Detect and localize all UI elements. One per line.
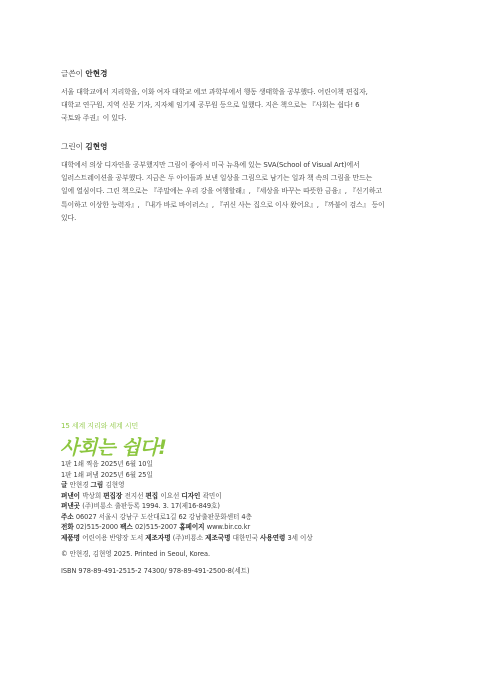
illustrator-bio-line: 일러스트레이션을 공부했다. 지금은 두 아이들과 보낸 일상을 그림으로 남기는 일과 책 속의 그림을 만드는 [61, 174, 373, 183]
product-line [61, 533, 461, 544]
series-logo-text: 사회는 쉽다 [60, 436, 158, 459]
author-heading [61, 68, 443, 80]
author-bio-line: 대학교 연구원, 지역 신문 기자, 지자체 임기제 공무원 등으로 일했다. 지은 책으로는 『사회는 쉽다! 6 [61, 101, 360, 110]
age-label: 사용연령 [260, 533, 288, 542]
illustrator-bio-line: 일에 열심이다. 그린 책으로는 『주말에는 우리 강을 여행할래』, 『세상을 바꾸는 따뜻한 금융』, 『신기하고 [61, 187, 383, 196]
homepage-value: www.bir.co.kr [206, 523, 251, 531]
credits-label: 그림 [90, 481, 106, 489]
author-name: 안현경 [85, 69, 108, 78]
credits-line [61, 480, 461, 491]
country-value: 대한민국 [232, 533, 260, 542]
publisher-label: 펴낸곳 [61, 502, 83, 510]
phone-value: 02)515-2000 [75, 523, 121, 531]
series-logo-mark: ! [157, 436, 167, 459]
illustrator-bio [61, 141, 443, 225]
illustrator-name: 김현영 [85, 142, 108, 151]
illustrator-bio-line: 특이하고 이상한 능력자』, 『내가 바로 바이러스』, 『귀신 사는 집으로 이사 왔어요』, 『까불이 검스』 등이 [61, 200, 385, 209]
publisher-line [61, 501, 461, 512]
staff-value: 박상희 [82, 491, 104, 500]
author-heading-label: 글쓴이 [61, 69, 86, 78]
maker-label: 제조자명 [145, 533, 173, 542]
product-value: 어린이용 반양장 도서 [82, 533, 146, 542]
illustrator-bio-line: 대학에서 의상 디자인을 공부했지만 그림이 좋아서 미국 뉴욕에 있는 SVA(School of Visual Art)에서 [61, 161, 360, 169]
author-bio-text [61, 86, 443, 126]
print-date-2: 1판 1쇄 펴냄 2025년 6월 25일 [61, 470, 153, 479]
print-date-1: 1판 1쇄 찍음 2025년 6월 10일 [61, 460, 153, 468]
phone-label: 전화 [61, 523, 76, 531]
illustrator-heading-label: 그린이 [61, 142, 86, 151]
maker-value: (주)비룡소 [172, 533, 206, 542]
staff-value: 전지선 [124, 491, 146, 500]
publisher-value: (주)비룡소 출판등록 1994. 3. 17(제16-849호) [82, 502, 220, 510]
colophon-block [61, 459, 461, 576]
age-value: 3세 이상 [287, 533, 313, 542]
author-bio-line: 국토와 주권』이 있다. [61, 114, 127, 123]
address-label: 주소 [61, 512, 76, 521]
address-line [61, 512, 461, 523]
staff-line [61, 491, 461, 502]
series-label: 15 세계 지리와 세계 시민 [61, 422, 139, 430]
series-logo [60, 432, 166, 460]
staff-label: 편집 [145, 491, 161, 500]
staff-value: 이요선 [160, 491, 182, 500]
author-bio [61, 68, 443, 126]
staff-label: 펴낸이 [61, 491, 83, 500]
fax-value: 02)515-2007 [135, 523, 180, 531]
illustrator-heading [61, 141, 443, 153]
credits-illustrator: 김현영 [105, 481, 125, 489]
credits-author: 안현경 [69, 481, 91, 489]
staff-value: 곽민이 [202, 491, 222, 500]
address-value: 06027 서울시 강남구 도산대로1길 62 강남출판문화센터 4층 [75, 512, 252, 521]
credits-label: 글 [61, 481, 70, 489]
illustrator-bio-text [61, 159, 443, 225]
fax-label: 팩스 [120, 523, 135, 531]
copyright-line: © 안현경, 김현영 2025. Printed in Seoul, Korea. [61, 550, 210, 558]
illustrator-bio-line: 있다. [61, 213, 77, 222]
product-label: 제품명 [61, 533, 83, 542]
homepage-label: 홈페이지 [179, 523, 207, 531]
contact-line [61, 522, 461, 533]
isbn-line: ISBN 978-89-491-2515-2 74300/ 978-89-491-2500-8(세트) [61, 566, 250, 575]
author-bio-line: 서울 대학교에서 지리학을, 이화 여자 대학교 에코 과학부에서 행동 생태학을 공부했다. 어린이책 편집자, [61, 88, 368, 96]
staff-label: 디자인 [181, 491, 203, 500]
country-label: 제조국명 [205, 533, 233, 542]
staff-label: 편집장 [103, 491, 125, 500]
